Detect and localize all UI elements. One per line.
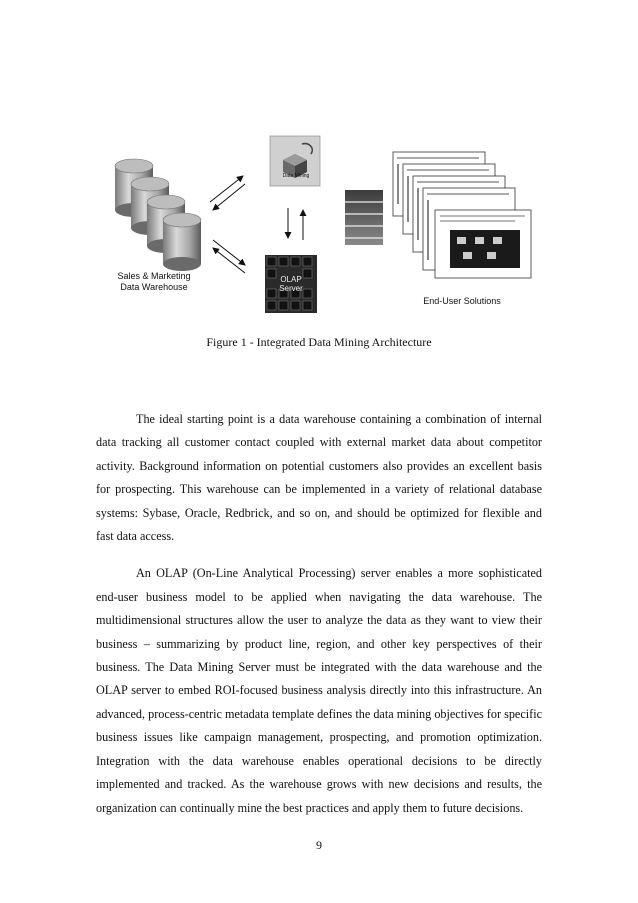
arrow-from-data-mining — [213, 184, 245, 210]
olap-label — [265, 275, 317, 293]
warehouse-label-line2: Data Warehouse — [120, 282, 188, 292]
architecture-figure — [95, 130, 545, 320]
olap-label-line1: OLAP — [280, 275, 302, 284]
olap-label-line2: Server — [279, 284, 303, 293]
warehouse-label-line1: Sales & Marketing — [117, 271, 191, 281]
data-warehouse-icon — [115, 159, 201, 271]
warehouse-label — [95, 271, 213, 293]
arrow-from-olap — [213, 248, 245, 273]
paragraph: An OLAP (On-Line Analytical Processing) server enables a more sophisticated end-user business model to be applied when navigating the data warehouse. The multidimensional structures allow the user to analyze the data as they want to view their business – summarizing by product line, region, and other key perspectives of their business. The Data Mining Server must be integrated with the data warehouse and the OLAP server to embed ROI-focused business analysis directly into this infrastructure. An advanced, process-centric metadata template defines the data mining objectives for specific business issues like campaign management, prospecting, and promotion optimization. Integration with the data warehouse enables operational decisions to be directly implemented and tracked. As the warehouse grows with new decisions and results, the organization can continually mine the best practices and apply them to future decisions. — [96, 566, 542, 815]
end-user-screens-icon — [393, 152, 531, 278]
arrow-to-olap — [213, 240, 245, 265]
paragraph: The ideal starting point is a data warehouse containing a combination of internal data tracking all customer contact coupled with external market data about competitor activity. Background information on potential customers also provides an excellent basis for prospecting. This warehouse can be implemented in a variety of relational database systems: Sybase, Oracle, Redbrick, and so on, and should be optimized for flexible and fast data access. — [96, 412, 542, 544]
page-number: 9 — [316, 838, 322, 852]
data-mining-label: Data Mining — [282, 173, 310, 179]
arrow-to-data-mining — [210, 176, 243, 202]
figure-caption: Figure 1 - Integrated Data Mining Architecture — [206, 335, 432, 349]
end-user-label: End-User Solutions — [423, 296, 501, 306]
data-transfer-bars-icon — [345, 190, 383, 245]
body-text — [96, 408, 542, 834]
